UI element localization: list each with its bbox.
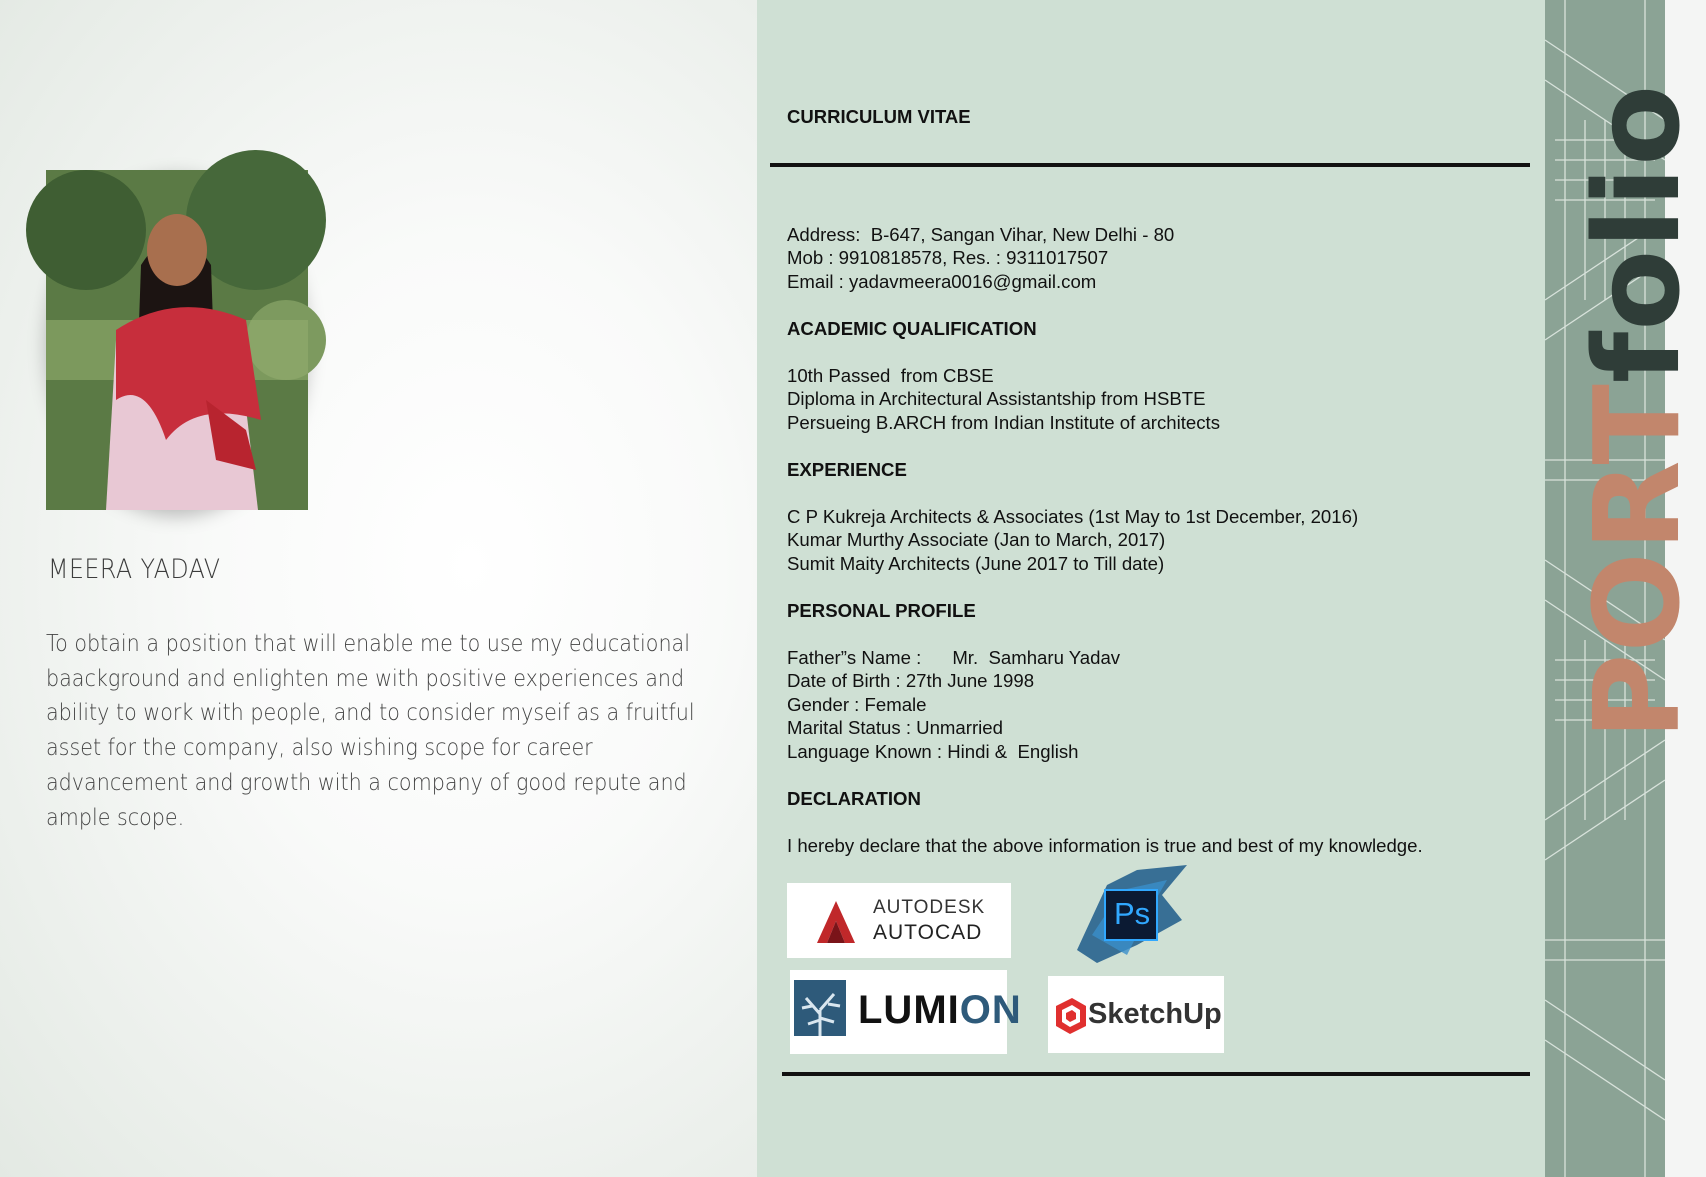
academic-item: 10th Passed from CBSE <box>787 365 994 386</box>
lumion-tree-icon <box>794 980 846 1036</box>
personal-heading: PERSONAL PROFILE <box>787 600 976 621</box>
experience-heading: EXPERIENCE <box>787 459 907 480</box>
personal-marital: Marital Status : Unmarried <box>787 717 1003 738</box>
declaration-heading: DECLARATION <box>787 788 921 809</box>
contact-phone: Mob : 9910818578, Res. : 9311017507 <box>787 247 1109 268</box>
cv-panel <box>757 0 1545 1177</box>
lumion-logo: LUMION <box>790 970 1007 1054</box>
cv-title: CURRICULUM VITAE <box>787 106 971 127</box>
academic-item: Persueing B.ARCH from Indian Institute of architects <box>787 412 1221 433</box>
career-objective: To obtain a position that will enable me to use my educational baackground and enlighten me with positive experiences and ability to work with people, and to consider myseif as a fruitful asset for the company, also wishing scope for career advancement and growth with a company of good repute and ample scope. <box>46 629 695 831</box>
portfolio-word-port: PORT <box>1568 383 1706 740</box>
experience-item: Kumar Murthy Associate (Jan to March, 2017) <box>787 529 1166 550</box>
autocad-icon <box>811 897 861 947</box>
experience-item: C P Kukreja Architects & Associates (1st May to 1st December, 2016) <box>787 506 1359 527</box>
personal-dob: Date of Birth : 27th June 1998 <box>787 670 1035 691</box>
divider-top <box>770 163 1530 167</box>
portfolio-word-folio: folio <box>1568 83 1706 384</box>
contact-email: Email : yadavmeera0016@gmail.com <box>787 271 1097 292</box>
personal-gender: Gender : Female <box>787 694 927 715</box>
profile-panel <box>0 0 757 1177</box>
academic-item: Diploma in Architectural Assistantship from HSBTE <box>787 388 1206 409</box>
divider-bottom <box>782 1072 1530 1076</box>
experience-item: Sumit Maity Architects (June 2017 to Till date) <box>787 553 1165 574</box>
photoshop-logo: Ps <box>1067 865 1197 965</box>
autocad-logo: AUTODESK AUTOCAD <box>787 883 1011 958</box>
academic-heading: ACADEMIC QUALIFICATION <box>787 318 1037 339</box>
personal-father: Father”s Name : Mr. Samharu Yadav <box>787 647 1121 668</box>
declaration-text: I hereby declare that the above information is true and best of my knowledge. <box>787 835 1423 856</box>
sketchup-logo: SketchUp <box>1048 976 1224 1053</box>
portfolio-title <box>1568 83 1706 740</box>
profile-name: MEERA YADAV <box>48 554 221 585</box>
profile-photo <box>46 170 308 510</box>
personal-languages: Language Known : Hindi & English <box>787 741 1079 762</box>
sketchup-icon <box>1052 996 1088 1036</box>
contact-address: Address: B-647, Sangan Vihar, New Delhi - 80 <box>787 224 1175 245</box>
